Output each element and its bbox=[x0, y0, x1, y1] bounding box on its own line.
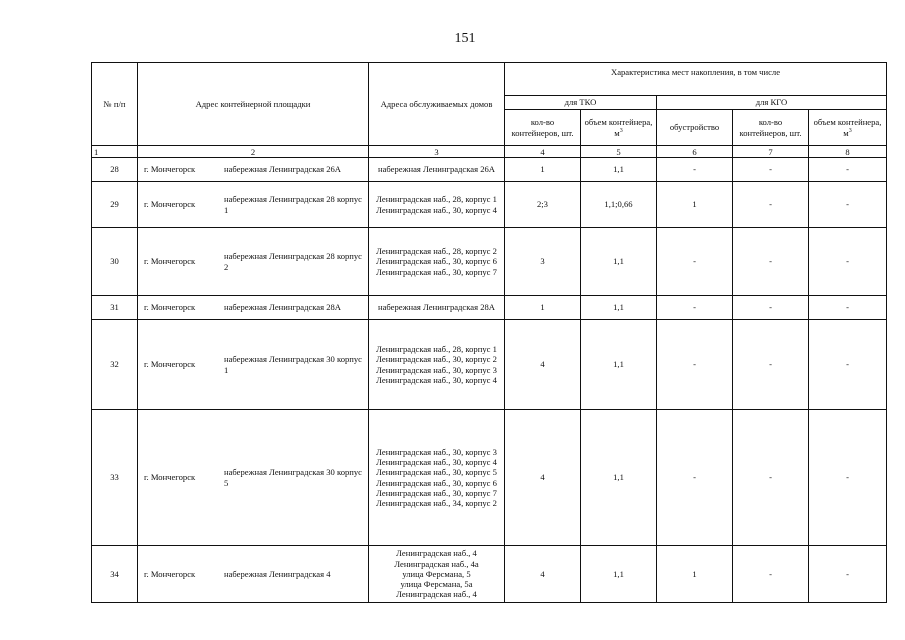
tko-container-count: 2;3 bbox=[505, 182, 581, 228]
site-address bbox=[138, 158, 369, 182]
site-address-group bbox=[140, 354, 366, 375]
kgo-container-count: - bbox=[733, 158, 809, 182]
header-kgo-volume bbox=[809, 110, 887, 146]
kgo-equipment: - bbox=[657, 158, 733, 182]
table-body bbox=[92, 158, 887, 603]
site-city: г. Мончегорск bbox=[144, 472, 196, 483]
table-row bbox=[92, 228, 887, 296]
header-served-houses: Адреса обслуживаемых домов bbox=[369, 63, 505, 146]
column-number-4: 4 bbox=[505, 146, 581, 158]
row-number: 28 bbox=[92, 158, 138, 182]
site-city: г. Мончегорск bbox=[144, 199, 196, 210]
header-kgo-volume-sup: 3 bbox=[848, 127, 852, 134]
kgo-container-volume: - bbox=[809, 228, 887, 296]
kgo-equipment: 1 bbox=[657, 182, 733, 228]
row-number: 29 bbox=[92, 182, 138, 228]
container-sites-table bbox=[91, 62, 887, 603]
header-tko-count: кол-во контейнеров, шт. bbox=[505, 110, 581, 146]
served-houses: Ленинградская наб., 28, корпус 2 Ленинградская наб., 30, корпус 6 Ленинградская наб., 30, корпус 7 bbox=[369, 228, 505, 296]
row-number: 31 bbox=[92, 296, 138, 320]
tko-container-volume: 1,1 bbox=[581, 158, 657, 182]
column-number-5: 5 bbox=[581, 146, 657, 158]
header-site-address: Адрес контейнерной площадки bbox=[138, 63, 369, 146]
site-street: набережная Ленинградская 26А bbox=[224, 164, 342, 175]
tko-container-count: 1 bbox=[505, 296, 581, 320]
kgo-equipment: - bbox=[657, 228, 733, 296]
column-number-3: 3 bbox=[369, 146, 505, 158]
kgo-equipment: - bbox=[657, 296, 733, 320]
header-tko-volume-sup: 3 bbox=[619, 127, 623, 134]
site-city: г. Мончегорск bbox=[144, 302, 196, 313]
column-number-8: 8 bbox=[809, 146, 887, 158]
site-street: набережная Ленинградская 4 bbox=[224, 568, 331, 579]
tko-container-count: 4 bbox=[505, 410, 581, 546]
row-number: 32 bbox=[92, 320, 138, 410]
site-address bbox=[138, 320, 369, 410]
header-characteristics: Характеристика мест накопления, в том числе bbox=[505, 63, 887, 96]
site-address bbox=[138, 410, 369, 546]
site-address-group bbox=[140, 194, 366, 215]
table-row bbox=[92, 320, 887, 410]
served-houses: Ленинградская наб., 30, корпус 3 Ленинградская наб., 30, корпус 4 Ленинградская наб., 30, корпус 5 Ленинградская наб., 30, корпус 6 Ленинградская наб., 30, корпус 7 Ленинградская наб., 34, корпус 2 bbox=[369, 410, 505, 546]
site-address bbox=[138, 296, 369, 320]
site-city: г. Мончегорск bbox=[144, 164, 196, 175]
kgo-container-count: - bbox=[733, 320, 809, 410]
tko-container-volume: 1,1 bbox=[581, 410, 657, 546]
site-city: г. Мончегорск bbox=[144, 568, 196, 579]
header-group-kgo: для КГО bbox=[657, 96, 887, 110]
tko-container-volume: 1,1 bbox=[581, 320, 657, 410]
kgo-container-volume: - bbox=[809, 158, 887, 182]
tko-container-count: 4 bbox=[505, 320, 581, 410]
column-number-6: 6 bbox=[657, 146, 733, 158]
site-address bbox=[138, 182, 369, 228]
kgo-container-volume: - bbox=[809, 320, 887, 410]
tko-container-volume: 1,1 bbox=[581, 546, 657, 603]
kgo-container-volume: - bbox=[809, 410, 887, 546]
kgo-container-volume: - bbox=[809, 182, 887, 228]
site-street: набережная Ленинградская 30 корпус 1 bbox=[224, 354, 362, 375]
header-tko-volume-text: объем контейнера, м bbox=[584, 117, 653, 138]
table-row bbox=[92, 410, 887, 546]
site-address-group bbox=[140, 302, 366, 312]
kgo-container-count: - bbox=[733, 546, 809, 603]
site-street: набережная Ленинградская 30 корпус 5 bbox=[224, 467, 362, 488]
served-houses: набережная Ленинградская 26А bbox=[369, 158, 505, 182]
kgo-equipment: - bbox=[657, 320, 733, 410]
served-houses: Ленинградская наб., 28, корпус 1 Ленинградская наб., 30, корпус 2 Ленинградская наб., 30, корпус 3 Ленинградская наб., 30, корпус 4 bbox=[369, 320, 505, 410]
kgo-container-count: - bbox=[733, 410, 809, 546]
header-kgo-equipment: обустройство bbox=[657, 110, 733, 146]
column-number-7: 7 bbox=[733, 146, 809, 158]
kgo-container-count: - bbox=[733, 228, 809, 296]
served-houses: Ленинградская наб., 4 Ленинградская наб., 4а улица Ферсмана, 5 улица Ферсмана, 5а Ленинградская наб., 4 bbox=[369, 546, 505, 603]
tko-container-count: 3 bbox=[505, 228, 581, 296]
site-street: набережная Ленинградская 28А bbox=[224, 302, 342, 313]
site-city: г. Мончегорск bbox=[144, 256, 196, 267]
tko-container-count: 1 bbox=[505, 158, 581, 182]
site-address bbox=[138, 228, 369, 296]
kgo-container-volume: - bbox=[809, 296, 887, 320]
site-street: набережная Ленинградская 28 корпус 2 bbox=[224, 251, 362, 272]
served-houses: Ленинградская наб., 28, корпус 1 Ленинградская наб., 30, корпус 4 bbox=[369, 182, 505, 228]
table-row bbox=[92, 182, 887, 228]
row-number: 30 bbox=[92, 228, 138, 296]
site-street: набережная Ленинградская 28 корпус 1 bbox=[224, 194, 362, 215]
page-number: 151 bbox=[454, 31, 476, 46]
site-address-group bbox=[140, 569, 366, 579]
served-houses: набережная Ленинградская 28А bbox=[369, 296, 505, 320]
header-number: № п/п bbox=[92, 63, 138, 146]
site-address bbox=[138, 546, 369, 603]
header-tko-volume bbox=[581, 110, 657, 146]
kgo-container-count: - bbox=[733, 296, 809, 320]
site-city: г. Мончегорск bbox=[144, 359, 196, 370]
tko-container-volume: 1,1 bbox=[581, 296, 657, 320]
row-number: 33 bbox=[92, 410, 138, 546]
site-address-group bbox=[140, 164, 366, 174]
table-row bbox=[92, 158, 887, 182]
column-number-2: 2 bbox=[138, 146, 369, 158]
header-group-tko: для ТКО bbox=[505, 96, 657, 110]
table-row bbox=[92, 546, 887, 603]
table-row bbox=[92, 296, 887, 320]
row-number: 34 bbox=[92, 546, 138, 603]
kgo-container-count: - bbox=[733, 182, 809, 228]
tko-container-volume: 1,1;0,66 bbox=[581, 182, 657, 228]
kgo-equipment: 1 bbox=[657, 546, 733, 603]
site-address-group bbox=[140, 467, 366, 488]
kgo-equipment: - bbox=[657, 410, 733, 546]
site-address-group bbox=[140, 251, 366, 272]
tko-container-volume: 1,1 bbox=[581, 228, 657, 296]
kgo-container-volume: - bbox=[809, 546, 887, 603]
header-kgo-count: кол-во контейнеров, шт. bbox=[733, 110, 809, 146]
column-number-1: 1 bbox=[92, 146, 138, 158]
tko-container-count: 4 bbox=[505, 546, 581, 603]
header-kgo-volume-text: объем контейнера, м bbox=[813, 117, 882, 138]
